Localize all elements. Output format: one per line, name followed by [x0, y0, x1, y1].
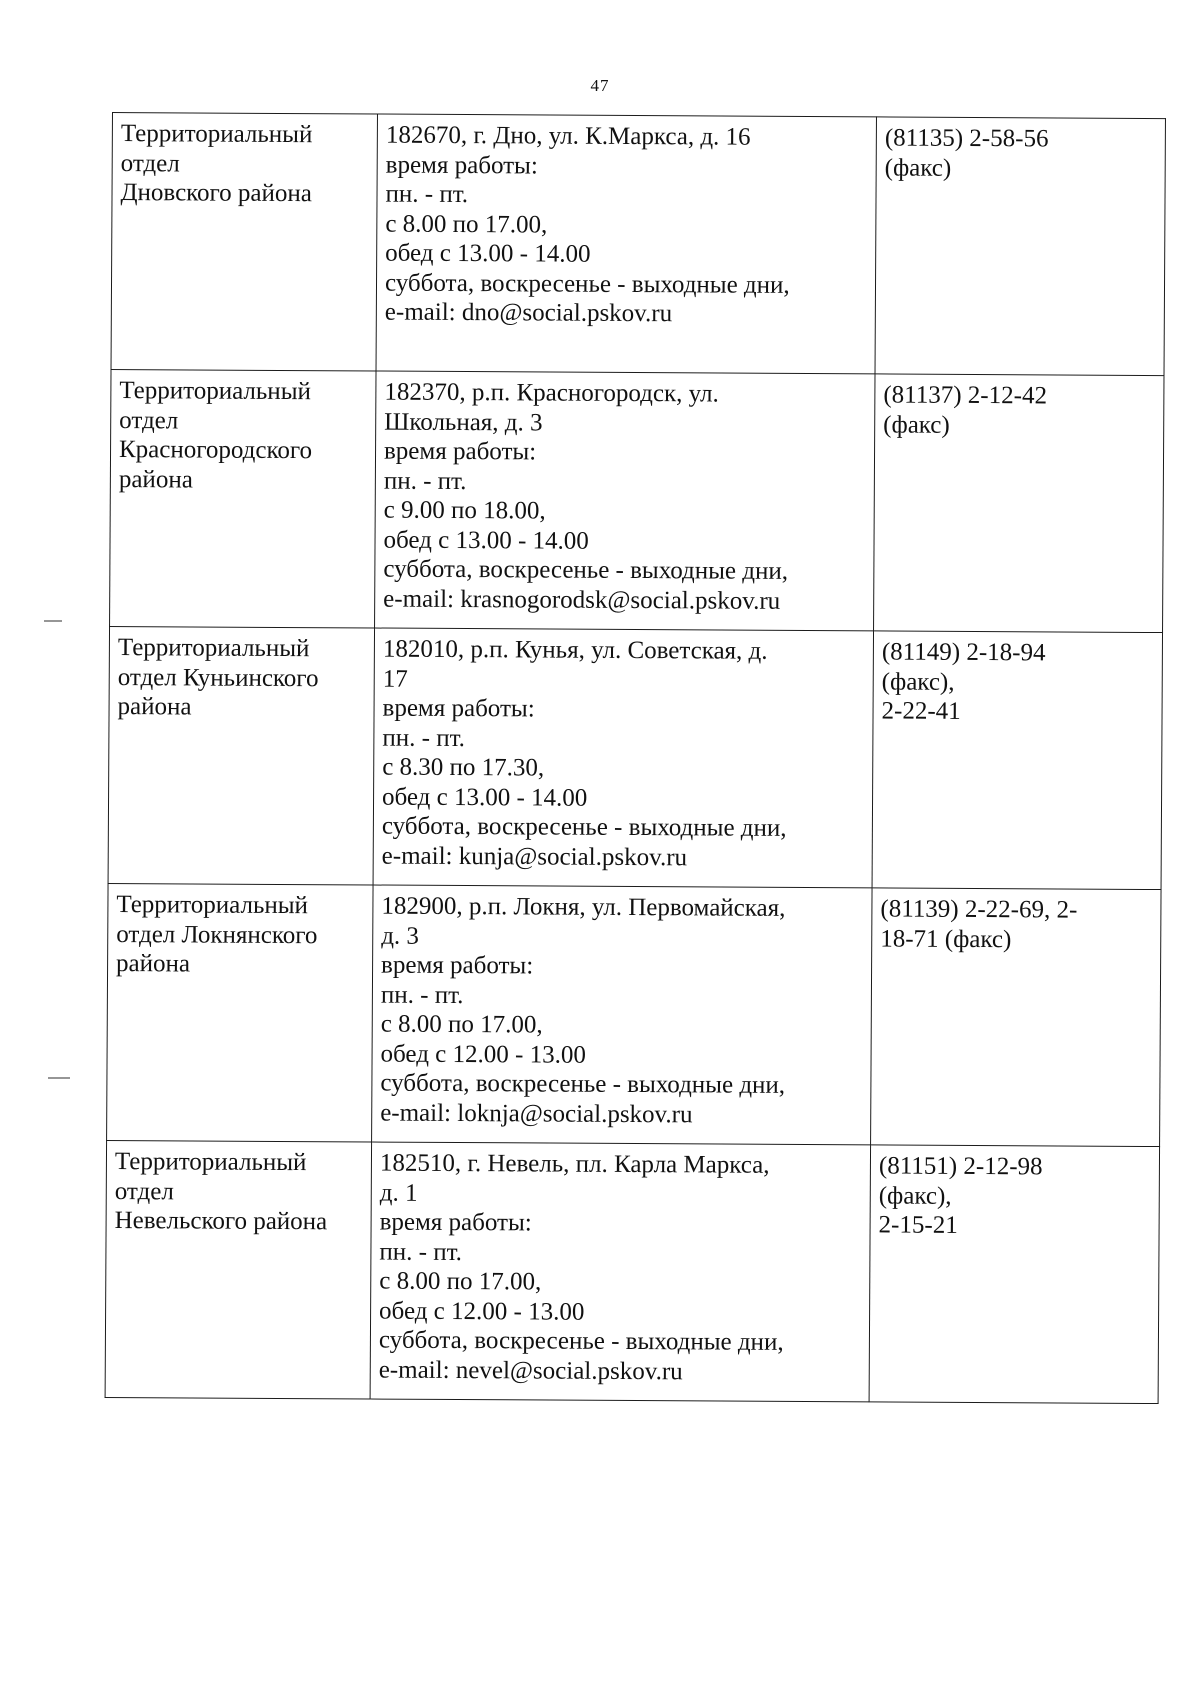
office-address-cell	[375, 371, 875, 631]
hours-line: с 8.00 по 17.00,	[385, 210, 548, 239]
offices-table-body	[105, 113, 1165, 1404]
workdays-line: пн. - пт.	[380, 981, 464, 1009]
table-row	[107, 883, 1161, 1146]
address-line: 182900, р.п. Локня, ул. Первомайская,	[381, 892, 786, 922]
office-name-line: Территориальный	[117, 634, 310, 663]
address-line: Школьная, д. 3	[384, 408, 543, 436]
office-name-line: Невельского района	[114, 1207, 328, 1236]
office-phone-cell	[875, 117, 1165, 376]
office-phone-cell	[874, 374, 1164, 633]
office-name-line: Красногородского	[118, 436, 313, 465]
office-name-line: отдел	[120, 149, 180, 177]
table-row	[105, 1140, 1159, 1403]
lunch-line: обед с 13.00 - 14.00	[381, 783, 588, 812]
email-line: e-mail: nevel@social.pskov.ru	[378, 1356, 683, 1385]
table-row	[110, 369, 1164, 632]
office-name-line: района	[118, 465, 193, 493]
phone-line: (81137) 2-12-42	[883, 381, 1048, 410]
weekend-line: суббота, воскресенье - выходные дни,	[380, 1069, 786, 1099]
phone-line: (81139) 2-22-69, 2-	[880, 895, 1078, 924]
hours-label: время работы:	[385, 151, 538, 179]
workdays-line: пн. - пт.	[379, 1238, 463, 1266]
phone-line: (факс),	[881, 667, 955, 696]
office-name-line: района	[116, 950, 191, 978]
hours-label: время работы:	[379, 1208, 532, 1237]
phone-line: (факс)	[883, 410, 950, 439]
hours-line: с 8.30 по 17.30,	[382, 753, 545, 782]
phone-line: (факс)	[884, 153, 952, 182]
address-line: 182510, г. Невель, пл. Карла Маркса,	[379, 1149, 770, 1179]
phone-line: 2-22-41	[881, 697, 961, 725]
phone-line: (81135) 2-58-56	[884, 124, 1049, 153]
hours-label: время работы:	[381, 951, 534, 980]
phone-line: (81151) 2-12-98	[878, 1152, 1043, 1181]
hours-line: с 9.00 по 18.00,	[383, 496, 546, 525]
office-address-cell	[370, 1142, 870, 1402]
office-name-line: Территориальный	[119, 377, 312, 406]
office-address-cell	[376, 114, 876, 374]
weekend-line: суббота, воскресенье - выходные дни,	[384, 269, 790, 299]
lunch-line: обед с 12.00 - 13.00	[380, 1040, 586, 1069]
hours-line: с 8.00 по 17.00,	[379, 1267, 542, 1296]
office-name-cell	[107, 883, 373, 1142]
hours-line: с 8.00 по 17.00,	[380, 1010, 543, 1039]
workdays-line: пн. - пт.	[382, 724, 465, 752]
lunch-line: обед с 12.00 - 13.00	[379, 1297, 585, 1326]
lunch-line: обед с 13.00 - 14.00	[383, 526, 589, 555]
lunch-line: обед с 13.00 - 14.00	[385, 239, 591, 268]
office-phone-cell	[871, 888, 1161, 1147]
phone-line: 18-71 (факс)	[880, 924, 1012, 953]
table-row	[108, 626, 1162, 889]
email-line: e-mail: loknja@social.pskov.ru	[380, 1099, 693, 1128]
workdays-line: пн. - пт.	[383, 467, 467, 495]
phone-line: 2-15-21	[878, 1211, 958, 1239]
office-name-line: района	[117, 693, 192, 721]
address-line: 17	[382, 665, 408, 693]
address-line: д. 3	[381, 922, 420, 950]
address-line: 182370, р.п. Красногородск, ул.	[384, 378, 719, 408]
office-name-line: Территориальный	[114, 1148, 307, 1177]
office-name-line: Территориальный	[116, 891, 309, 920]
office-name-cell	[110, 369, 376, 628]
office-name-line: отдел	[114, 1177, 174, 1205]
email-line: e-mail: kunja@social.pskov.ru	[381, 842, 688, 871]
office-name-line: Дновского района	[120, 179, 313, 208]
scan-mark	[44, 620, 62, 622]
office-name-line: отдел Куньинского	[117, 663, 319, 692]
hours-label: время работы:	[383, 437, 537, 466]
weekend-line: суббота, воскресенье - выходные дни,	[378, 1326, 784, 1356]
address-line: 182010, р.п. Кунья, ул. Советская, д.	[382, 635, 768, 665]
email-line: e-mail: dno@social.pskov.ru	[384, 298, 673, 328]
office-name-line: отдел Локнянского	[116, 920, 318, 949]
scan-mark	[48, 1077, 70, 1079]
table-row	[111, 113, 1165, 376]
office-name-cell	[108, 626, 374, 885]
phone-line: (факс),	[878, 1181, 952, 1210]
office-name-cell	[105, 1140, 371, 1399]
address-line: 182670, г. Дно, ул. К.Маркса, д. 16	[385, 121, 751, 151]
phone-line: (81149) 2-18-94	[881, 638, 1046, 667]
offices-table	[105, 112, 1166, 1404]
weekend-line: суббота, воскресенье - выходные дни,	[381, 812, 787, 842]
office-name-line: отдел	[119, 406, 179, 434]
hours-label: время работы:	[382, 694, 535, 723]
office-address-cell	[372, 885, 872, 1145]
office-phone-cell	[869, 1145, 1159, 1404]
office-phone-cell	[872, 631, 1162, 890]
weekend-line: суббота, воскресенье - выходные дни,	[383, 555, 789, 585]
page-number: 47	[590, 76, 610, 95]
office-address-cell	[373, 628, 873, 888]
address-line: д. 1	[379, 1179, 418, 1207]
office-name-cell	[111, 113, 377, 372]
office-name-line: Территориальный	[120, 120, 313, 149]
email-line: e-mail: krasnogorodsk@social.pskov.ru	[383, 585, 781, 615]
workdays-line: пн. - пт.	[385, 180, 469, 209]
